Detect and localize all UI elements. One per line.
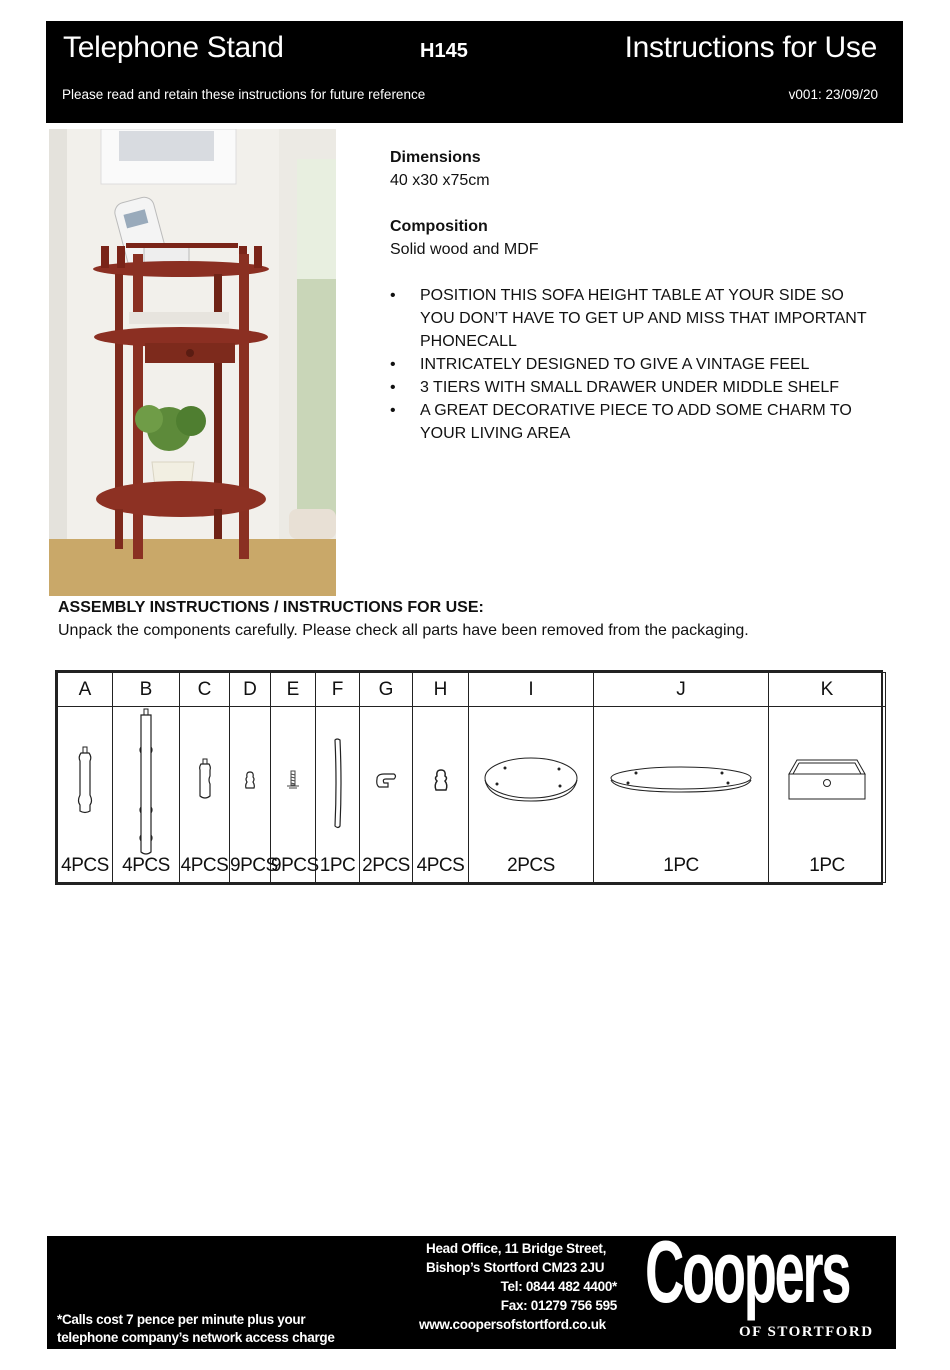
assembly-heading: ASSEMBLY INSTRUCTIONS / INSTRUCTIONS FOR USE: xyxy=(58,599,484,616)
part-letter: J xyxy=(594,673,769,707)
document-footer xyxy=(47,1222,896,1349)
telephone: Tel: 0844 482 4400* xyxy=(500,1279,617,1294)
feature-item: • INTRICATELY DESIGNED TO GIVE A VINTAGE FEEL xyxy=(390,353,880,376)
product-photo xyxy=(49,129,336,596)
long-oval-shelf-icon xyxy=(608,763,754,797)
assembly-text: Unpack the components carefully. Please check all parts have been removed from the packaging. xyxy=(58,622,749,639)
feature-item: • POSITION THIS SOFA HEIGHT TABLE AT YOUR SIDE SO YOU DON’T HAVE TO GET UP AND MISS THAT IMPORTANT PHONECALL xyxy=(390,284,880,353)
part-letter: H xyxy=(413,673,469,707)
part-qty: 9PCS xyxy=(230,855,278,876)
header-subtitle: Please read and retain these instructions for future reference xyxy=(62,87,426,102)
part-letter: A xyxy=(58,673,113,707)
small-knob-icon xyxy=(243,770,257,790)
part-cell xyxy=(316,707,360,883)
fax: Fax: 01279 756 595 xyxy=(500,1298,617,1313)
part-cell xyxy=(113,707,180,883)
version-date: v001: 23/09/20 xyxy=(788,87,878,102)
part-qty: 1PC xyxy=(319,855,356,876)
head-office-address xyxy=(417,1239,617,1334)
finial-icon xyxy=(432,768,450,792)
feature-item: • A GREAT DECORATIVE PIECE TO ADD SOME CHARM TO YOUR LIVING AREA xyxy=(390,399,880,445)
document-type: Instructions for Use xyxy=(624,31,877,64)
product-code: H145 xyxy=(420,40,468,62)
part-qty: 4PCS xyxy=(61,855,109,876)
part-cell xyxy=(769,707,886,883)
part-letter: F xyxy=(316,673,360,707)
part-qty: 2PCS xyxy=(362,855,410,876)
part-qty: 4PCS xyxy=(416,855,465,876)
part-letter: B xyxy=(113,673,180,707)
part-cell xyxy=(271,707,319,883)
address-line: Bishop’s Stortford CM23 2JU xyxy=(426,1260,605,1275)
address-line: Head Office, 11 Bridge Street, xyxy=(426,1241,607,1256)
short-post-icon xyxy=(196,758,214,802)
parts-body-row xyxy=(58,707,886,883)
oval-shelf-icon xyxy=(481,755,581,805)
part-cell xyxy=(360,707,413,883)
bracket-icon xyxy=(374,771,398,789)
feature-list xyxy=(390,284,880,445)
part-qty: 1PC xyxy=(663,855,699,876)
part-cell xyxy=(413,707,469,883)
composition-label: Composition xyxy=(390,218,488,235)
part-letter: I xyxy=(469,673,594,707)
part-letter: E xyxy=(271,673,316,707)
composition-value: Solid wood and MDF xyxy=(390,241,539,258)
part-qty: 2PCS xyxy=(507,855,555,876)
part-cell xyxy=(469,707,594,883)
part-qty: 9PCS xyxy=(271,855,319,876)
part-cell xyxy=(58,707,113,883)
parts-header-row xyxy=(58,673,886,707)
call-cost-note: *Calls cost 7 pence per minute plus your telephone company’s network access charge xyxy=(57,1312,335,1345)
logo-subtitle: OF STORTFORD xyxy=(739,1324,874,1340)
coopers-logo xyxy=(643,1222,893,1346)
part-qty: 1PC xyxy=(809,855,845,876)
part-qty: 4PCS xyxy=(122,855,170,876)
logo-wordmark: Coopers xyxy=(645,1222,849,1321)
assembly-section xyxy=(58,596,749,642)
document-header xyxy=(46,21,903,123)
curved-rail-icon xyxy=(331,738,345,830)
screw-icon xyxy=(286,769,300,791)
long-leg-icon xyxy=(135,707,157,857)
product-specs xyxy=(390,146,880,445)
feature-item: • 3 TIERS WITH SMALL DRAWER UNDER MIDDLE SHELF xyxy=(390,376,880,399)
part-cell xyxy=(230,707,278,883)
part-qty: 4PCS xyxy=(180,855,229,876)
part-cell xyxy=(180,707,230,883)
drawer-icon xyxy=(785,757,869,803)
dimensions-label: Dimensions xyxy=(390,149,481,166)
part-letter: D xyxy=(230,673,271,707)
part-letter: K xyxy=(769,673,886,707)
product-name: Telephone Stand xyxy=(63,31,284,64)
part-cell xyxy=(594,707,769,883)
website-link[interactable]: www.coopersofstortford.co.uk xyxy=(419,1317,606,1332)
part-letter: C xyxy=(180,673,230,707)
telephone-stand-image xyxy=(49,129,336,596)
dimensions-value: 40 x30 x75cm xyxy=(390,172,490,189)
short-leg-icon xyxy=(75,745,95,815)
part-letter: G xyxy=(360,673,413,707)
parts-table xyxy=(55,670,883,885)
